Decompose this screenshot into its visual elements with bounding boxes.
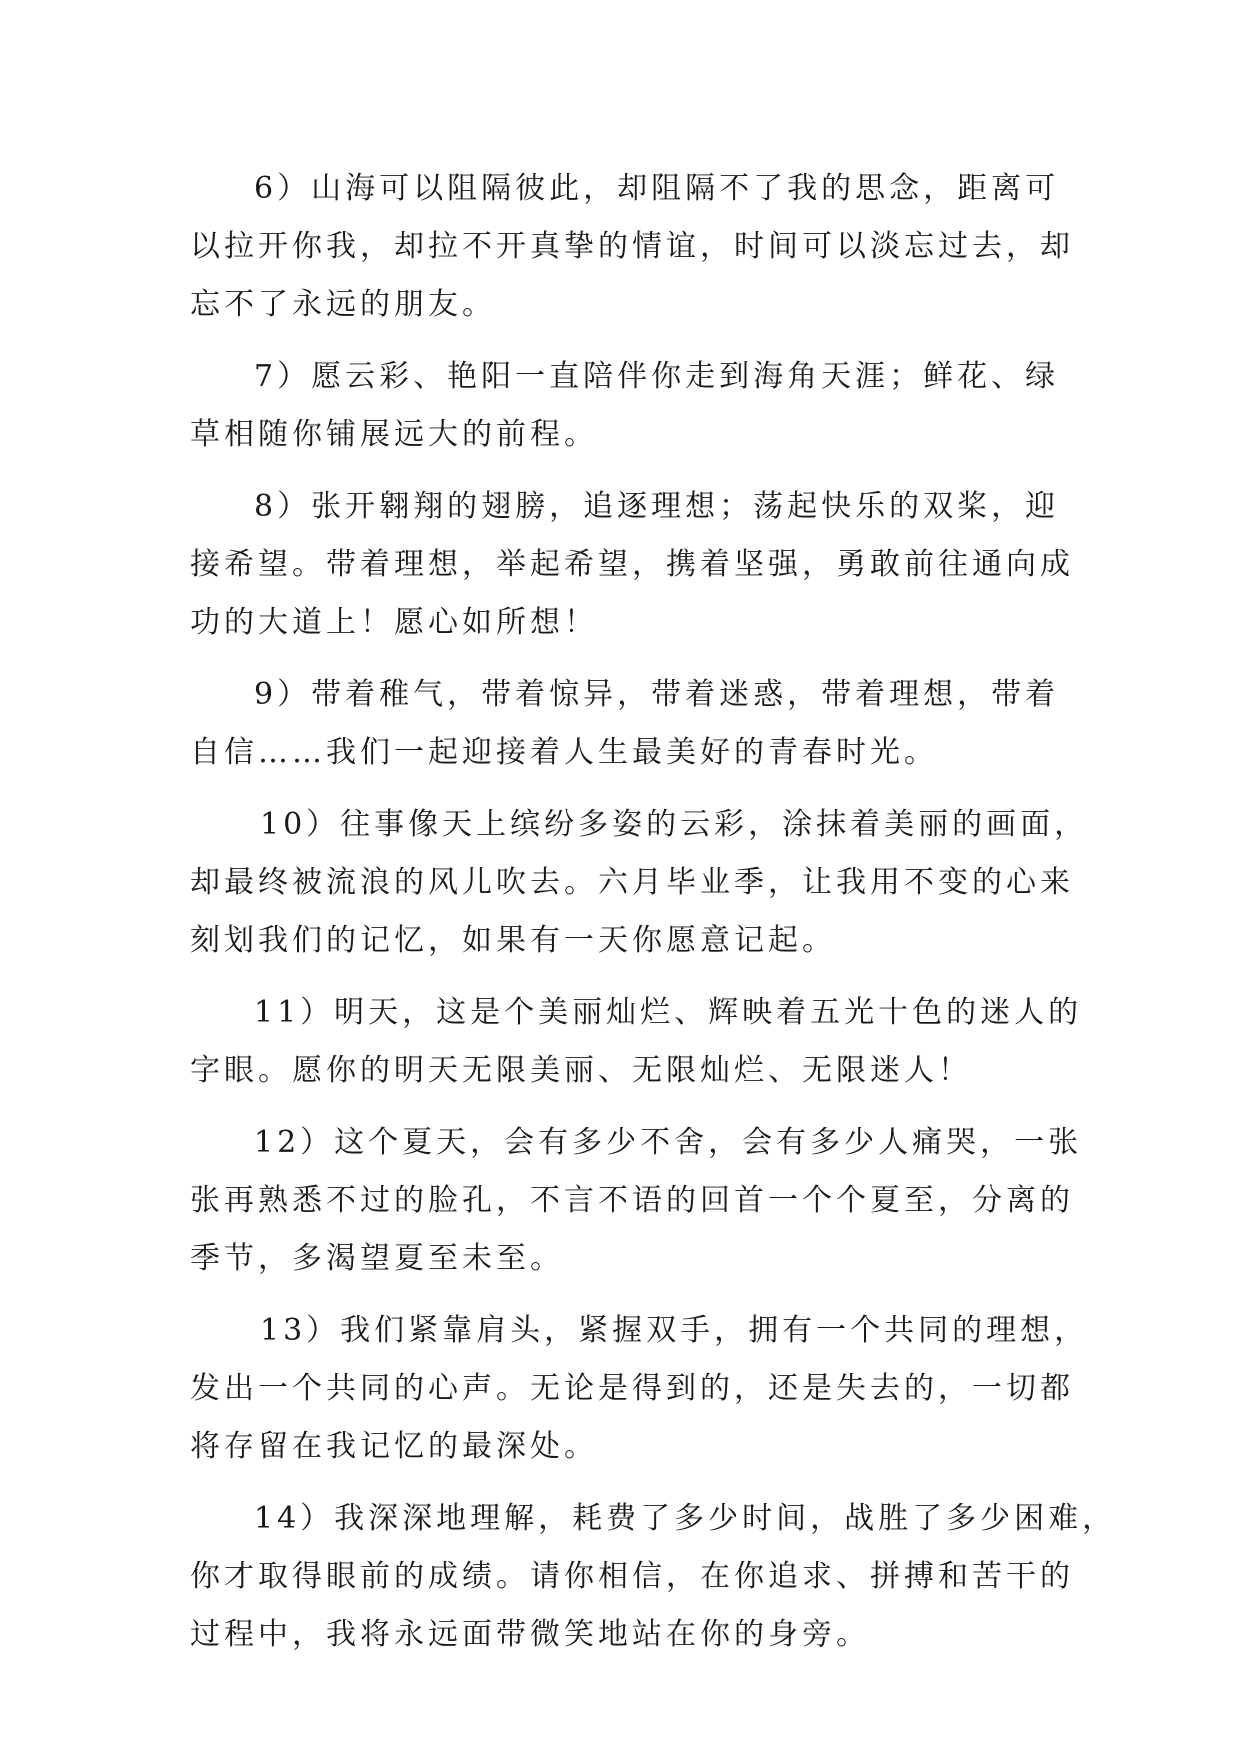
paragraph-line: 过程中，我将永远面带微笑地站在你的身旁。	[190, 1617, 870, 1652]
paragraph-10	[190, 796, 1089, 970]
paragraph-line: 7）愿云彩、艳阳一直陪伴你走到海角天涯；鲜花、绿	[254, 359, 1060, 394]
document-body	[190, 160, 1117, 1678]
paragraph-line: 10）往事像天上缤纷多姿的云彩，涂抹着美丽的画面，	[260, 807, 1089, 842]
paragraph-12	[190, 1114, 1083, 1288]
paragraph-line: 9）带着稚气，带着惊异，带着迷惑，带着理想，带着	[254, 677, 1060, 712]
paragraph-line: 忘不了永远的朋友。	[190, 287, 496, 322]
paragraph-line: 刻划我们的记忆，如果有一天你愿意记起。	[190, 923, 836, 958]
paragraph-line: 以拉开你我，却拉不开真挚的情谊，时间可以淡忘过去，却	[190, 229, 1074, 264]
paragraph-7	[190, 348, 1060, 464]
paragraph-11	[190, 984, 1083, 1100]
paragraph-line: 6）山海可以阻隔彼此，却阻隔不了我的思念，距离可	[254, 171, 1060, 206]
paragraph-line: 8）张开翱翔的翅膀，追逐理想；荡起快乐的双桨，迎	[254, 489, 1060, 524]
paragraph-line: 自信……我们一起迎接着人生最美好的青春时光。	[190, 735, 938, 770]
paragraph-14	[190, 1490, 1117, 1664]
paragraph-line: 功的大道上！愿心如所想！	[190, 605, 598, 640]
paragraph-line: 12）这个夏天，会有多少不舍，会有多少人痛哭，一张	[254, 1125, 1083, 1160]
paragraph-line: 字眼。愿你的明天无限美丽、无限灿烂、无限迷人！	[190, 1053, 972, 1088]
paragraph-line: 草相随你铺展远大的前程。	[190, 417, 598, 452]
paragraph-line: 将存留在我记忆的最深处。	[190, 1429, 598, 1464]
paragraph-line: 你才取得眼前的成绩。请你相信，在你追求、拼搏和苦干的	[190, 1559, 1074, 1594]
paragraph-line: 季节，多渴望夏至未至。	[190, 1241, 564, 1276]
paragraph-line: 却最终被流浪的风儿吹去。六月毕业季，让我用不变的心来	[190, 865, 1074, 900]
paragraph-line: 张再熟悉不过的脸孔，不言不语的回首一个个夏至，分离的	[190, 1183, 1074, 1218]
paragraph-line: 14）我深深地理解，耗费了多少时间，战胜了多少困难，	[254, 1501, 1117, 1536]
paragraph-9	[190, 666, 1060, 782]
paragraph-13	[190, 1302, 1089, 1476]
paragraph-line: 11）明天，这是个美丽灿烂、辉映着五光十色的迷人的	[254, 995, 1083, 1030]
paragraph-6	[190, 160, 1074, 334]
paragraph-line: 13）我们紧靠肩头，紧握双手，拥有一个共同的理想，	[260, 1313, 1089, 1348]
paragraph-line: 接希望。带着理想，举起希望，携着坚强，勇敢前往通向成	[190, 547, 1074, 582]
paragraph-line: 发出一个共同的心声。无论是得到的，还是失去的，一切都	[190, 1371, 1074, 1406]
paragraph-8	[190, 478, 1074, 652]
